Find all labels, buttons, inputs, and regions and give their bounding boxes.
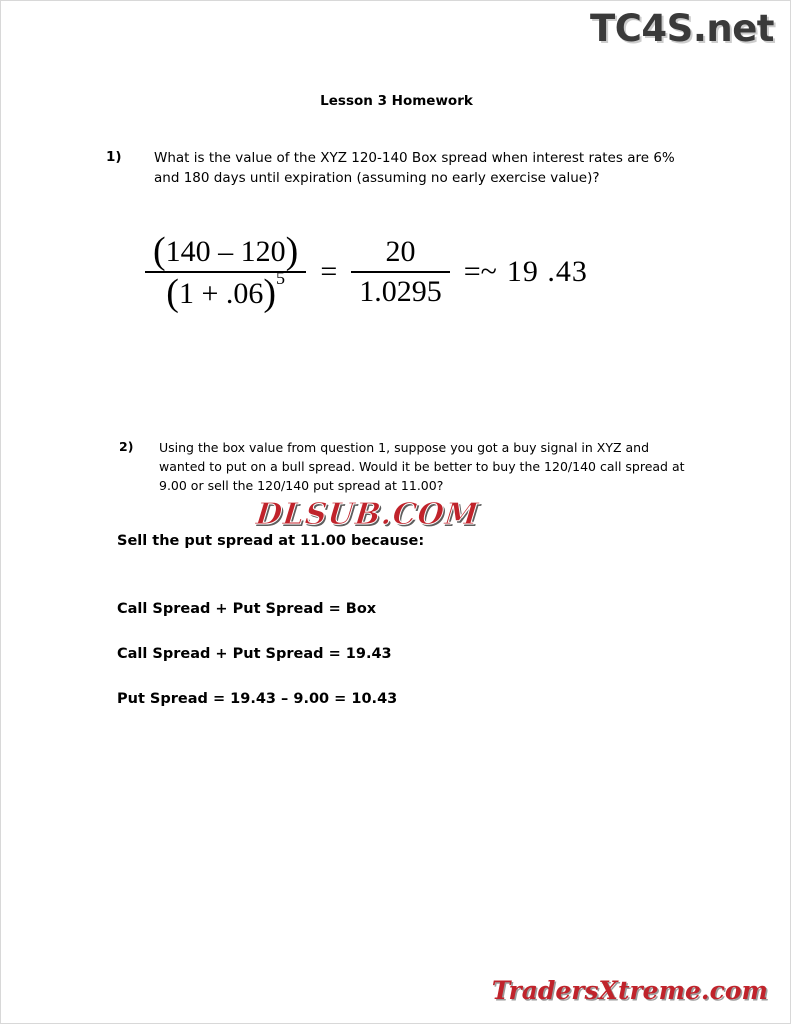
answer-block — [117, 533, 717, 736]
tradersxtreme-watermark-logo: TradersXtreme.com — [491, 976, 768, 1005]
question-1-text: What is the value of the XYZ 120-140 Box spread when interest rates are 6% and 180 days until expiration (assuming no early exercise value)? — [154, 150, 675, 186]
page-title: Lesson 3 Homework — [320, 93, 473, 109]
answer-line-value: Call Spread + Put Spread = 19.43 — [117, 646, 392, 662]
answer-line-identity: Call Spread + Put Spread = Box — [117, 601, 377, 617]
question-2-text: Using the box value from question 1, suppose you got a buy signal in XYZ and wanted to put on a bull spread. Would it be better to buy the 120/140 call spread at 9.00 or sell the 120/140 put spread at 11.00? — [159, 440, 685, 493]
equation-numerator-right: 20 — [385, 235, 416, 268]
equals-sign-1: = — [320, 254, 338, 288]
dlsub-watermark-logo: DLSUB.COM — [254, 497, 481, 532]
equation-left-fraction — [145, 230, 306, 314]
question-1-number: 1) — [106, 149, 122, 165]
equation-numerator-left — [145, 230, 306, 272]
tc4s-watermark-logo: TC4S.net — [590, 7, 774, 50]
answer-line-put-spread: Put Spread = 19.43 – 9.00 = 10.43 — [117, 691, 398, 707]
equation-denominator-right: 1.0295 — [359, 274, 442, 308]
close-paren-icon: ) — [285, 230, 299, 272]
open-paren-icon: ( — [166, 271, 179, 314]
equation-numerator-left-text: 140 – 120 — [165, 235, 286, 268]
equation-denominator-left — [158, 267, 293, 314]
open-paren-icon: ( — [153, 230, 166, 272]
equation-box-spread-value — [141, 230, 588, 314]
question-2 — [119, 439, 689, 495]
equation-right-fraction — [351, 235, 450, 309]
question-1 — [106, 149, 686, 188]
equation-denominator-left-text: 1 + .06 — [178, 276, 264, 310]
answer-line-conclusion: Sell the put spread at 11.00 because: — [117, 533, 425, 549]
close-paren-icon: ) — [263, 271, 277, 314]
equation-result: 19 .43 — [506, 254, 588, 288]
question-2-number: 2) — [119, 439, 134, 454]
equals-approx-sign: =~ — [463, 254, 497, 288]
equation-exponent: 5 — [276, 267, 286, 288]
